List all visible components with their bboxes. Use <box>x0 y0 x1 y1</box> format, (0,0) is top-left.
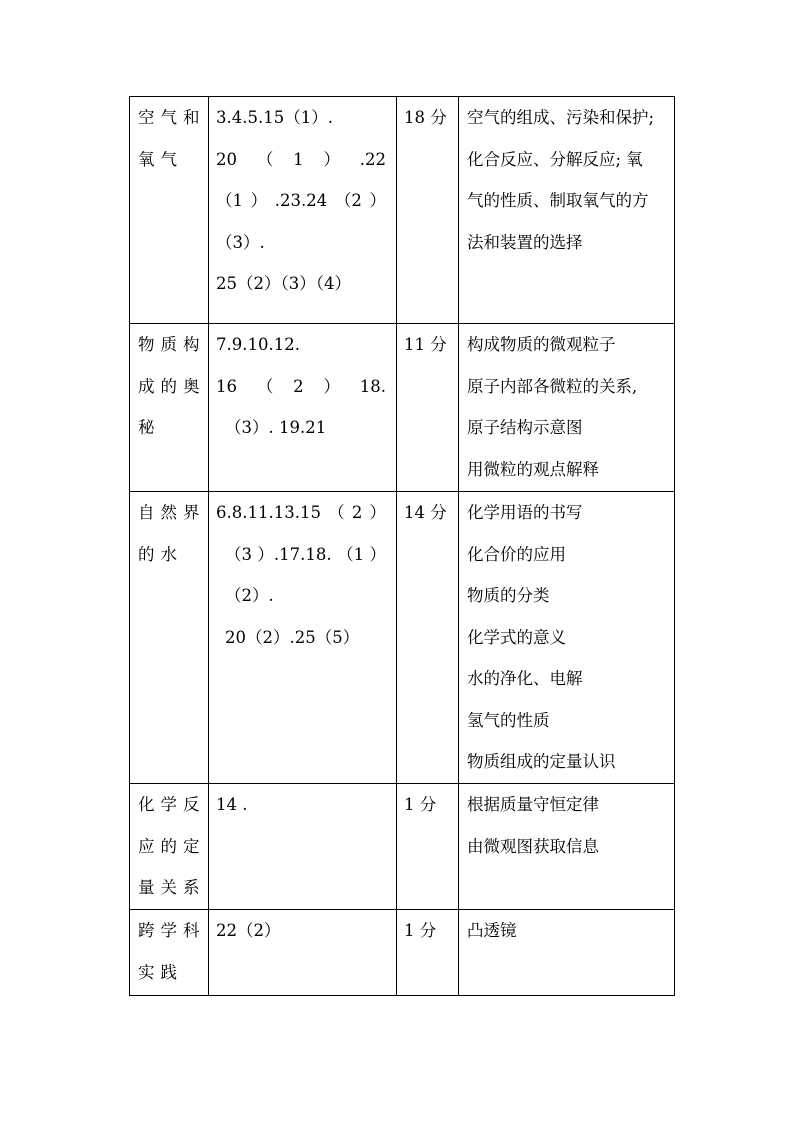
question-token: .23.24 <box>274 191 328 210</box>
knowledge-line: 物质组成的定量认识 <box>467 752 616 771</box>
knowledge-line: 凸透镜 <box>467 921 517 940</box>
score-cell <box>397 324 459 492</box>
score-value: 18 分 <box>404 108 447 127</box>
score-value: 14 分 <box>404 503 447 522</box>
topic-cell <box>130 97 209 324</box>
topic-line: 空气和 <box>138 108 206 127</box>
topic-line: 物质构 <box>138 335 206 354</box>
question-token: ） <box>369 503 386 522</box>
topic-line: 跨学科 <box>138 921 206 940</box>
question-token: （2 <box>334 191 362 210</box>
knowledge-points-cell <box>459 784 675 910</box>
table-row <box>130 97 675 324</box>
topic-line: 量关系 <box>138 878 206 897</box>
score-cell <box>397 97 459 324</box>
knowledge-line: 化学用语的书写 <box>467 503 583 522</box>
question-numbers-cell <box>209 97 397 324</box>
question-line <box>209 139 396 181</box>
question-token: （ <box>256 149 274 169</box>
knowledge-line: 原子结构示意图 <box>467 418 583 437</box>
question-token: ） <box>323 376 340 396</box>
knowledge-line: 化合反应、分解反应; 氧 <box>467 149 643 169</box>
question-token: 2 <box>293 376 304 396</box>
table-row <box>130 910 675 996</box>
knowledge-line: 空气的组成、污染和保护; <box>467 108 655 127</box>
knowledge-line: 法和装置的选择 <box>467 232 583 252</box>
topic-cell <box>130 492 209 784</box>
topic-line: 成的奥 <box>138 376 206 396</box>
question-token: 16 <box>216 376 237 396</box>
question-line <box>209 180 396 222</box>
question-token: 20 <box>216 149 237 169</box>
question-token: （3 <box>225 544 252 564</box>
knowledge-line: 水的净化、电解 <box>467 669 583 688</box>
question-token: ） <box>369 544 386 564</box>
topic-line: 自然界 <box>138 503 206 522</box>
question-line: 22（2） <box>216 921 281 940</box>
score-cell <box>397 492 459 784</box>
question-token: .22 <box>359 149 386 169</box>
question-line <box>209 534 396 576</box>
question-token: ） <box>323 149 340 169</box>
question-token: ）.17.18. <box>257 544 332 564</box>
topic-line: 化学反 <box>138 795 206 814</box>
question-line: （2）. <box>225 586 274 605</box>
knowledge-line: 根据质量守恒定律 <box>467 795 599 814</box>
question-token: ） <box>369 191 386 210</box>
question-line: （3）. 19.21 <box>225 418 327 437</box>
knowledge-line: 由微观图获取信息 <box>467 836 599 856</box>
score-value: 1 分 <box>404 795 437 814</box>
question-line: 20（2）.25（5） <box>225 627 360 647</box>
question-line <box>209 366 396 408</box>
score-value: 1 分 <box>404 921 437 940</box>
question-token: （ <box>328 503 345 522</box>
question-numbers-cell <box>209 492 397 784</box>
knowledge-line: 用微粒的观点解释 <box>467 459 599 479</box>
score-cell <box>397 910 459 996</box>
table-row <box>130 492 675 784</box>
question-numbers-cell <box>209 324 397 492</box>
knowledge-distribution-table <box>129 96 675 996</box>
topic-line: 氧气 <box>138 149 183 169</box>
question-token: 18. <box>359 376 386 396</box>
knowledge-points-cell <box>459 97 675 324</box>
question-token: ） <box>250 191 268 210</box>
knowledge-line: 化合价的应用 <box>467 544 566 564</box>
question-line: 3.4.5.15（1）. <box>216 108 333 127</box>
question-token: 2 <box>351 503 363 522</box>
topic-cell <box>130 910 209 996</box>
question-numbers-cell <box>209 784 397 910</box>
question-line: 7.9.10.12. <box>216 335 300 354</box>
knowledge-line: 原子内部各微粒的关系, <box>467 376 638 396</box>
knowledge-points-cell <box>459 492 675 784</box>
question-line: （3）. <box>216 232 265 252</box>
question-line: 14 . <box>216 795 248 814</box>
knowledge-points-cell <box>459 910 675 996</box>
topic-line: 秘 <box>138 418 161 437</box>
question-token: （1 <box>337 544 365 564</box>
score-cell <box>397 784 459 910</box>
topic-line: 应的定 <box>138 836 206 856</box>
knowledge-line: 氢气的性质 <box>467 710 550 730</box>
question-token: 6.8.11.13.15 <box>216 503 321 522</box>
score-value: 11 分 <box>404 335 447 354</box>
question-token: 1 <box>293 149 304 169</box>
knowledge-line: 化学式的意义 <box>467 627 566 647</box>
topic-line: 实践 <box>138 962 183 982</box>
question-numbers-cell <box>209 910 397 996</box>
knowledge-line: 气的性质、制取氧气的方 <box>467 191 649 210</box>
question-line <box>209 492 396 534</box>
knowledge-line: 构成物质的微观粒子 <box>467 335 616 354</box>
topic-cell <box>130 324 209 492</box>
question-token: （ <box>256 376 274 396</box>
knowledge-points-cell <box>459 324 675 492</box>
table-row <box>130 784 675 910</box>
topic-cell <box>130 784 209 910</box>
topic-line: 的水 <box>138 544 183 564</box>
table-row <box>130 324 675 492</box>
question-line: 25（2）（3）（4） <box>216 274 351 293</box>
knowledge-line: 物质的分类 <box>467 586 550 605</box>
question-token: （1 <box>216 191 243 210</box>
